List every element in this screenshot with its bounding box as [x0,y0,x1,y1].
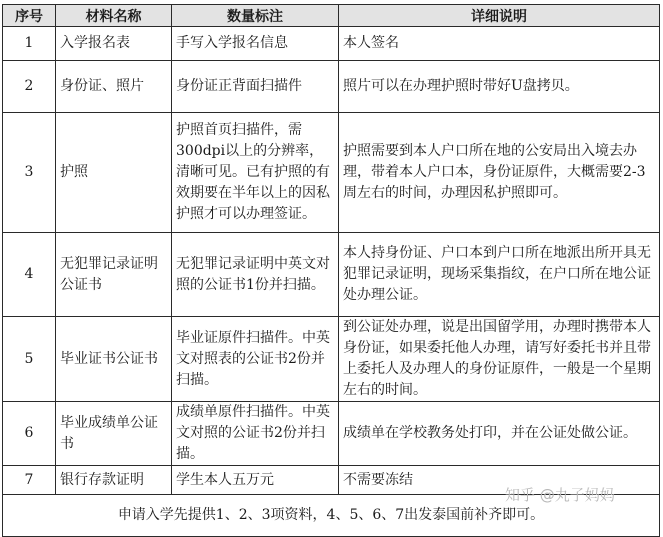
row-quantity: 手写入学报名信息 [172,27,339,61]
table-header-row [3,5,660,27]
row-material-name: 身份证、照片 [56,61,172,113]
row-index: 6 [3,402,56,466]
table-row [3,61,660,113]
row-material-name: 护照 [56,113,172,233]
row-index: 2 [3,61,56,113]
watermark: 知乎 @丸子妈妈 [505,486,615,504]
header-index: 序号 [3,5,56,27]
row-index: 7 [3,466,56,495]
row-description: 本人签名 [339,27,660,61]
materials-table [2,4,660,537]
header-quantity: 数量标注 [172,5,339,27]
row-description: 照片可以在办理护照时带好U盘拷贝。 [339,61,660,113]
row-quantity: 无犯罪记录证明中英文对照的公证书1份并扫描。 [172,233,339,317]
table-row [3,402,660,466]
table-row [3,113,660,233]
row-description: 不需要冻结 [339,466,660,495]
header-description: 详细说明 [339,5,660,27]
table-row [3,233,660,317]
row-quantity: 护照首页扫描件，需300dpi以上的分辨率，清晰可见。已有护照的有效期要在半年以上的因私护照才可以办理签证。 [172,113,339,233]
row-description: 护照需要到本人户口所在地的公安局出入境去办理，带着本人户口本，身份证原件，大概需要2-3周左右的时间，办理因私护照即可。 [339,113,660,233]
row-quantity: 成绩单原件扫描件。中英文对照的公证书2份并扫描。 [172,402,339,466]
row-material-name: 入学报名表 [56,27,172,61]
row-quantity: 毕业证原件扫描件。中英文对照表的公证书2份并扫描。 [172,317,339,402]
header-material-name: 材料名称 [56,5,172,27]
row-material-name: 无犯罪记录证明公证书 [56,233,172,317]
row-quantity: 学生本人五万元 [172,466,339,495]
row-description: 成绩单在学校教务处打印，并在公证处做公证。 [339,402,660,466]
row-index: 4 [3,233,56,317]
footer-note: 申请入学先提供1、2、3项资料，4、5、6、7出发泰国前补齐即可。 [3,495,660,537]
row-material-name: 毕业证书公证书 [56,317,172,402]
row-description: 本人持身份证、户口本到户口所在地派出所开具无犯罪记录证明，现场采集指纹，在户口所在地公证处办理公证。 [339,233,660,317]
row-index: 3 [3,113,56,233]
row-description: 到公证处办理，说是出国留学用，办理时携带本人身份证，如果委托他人办理，请写好委托书并且带上委托人及办理人的身份证原件，一般是一个星期左右的时间。 [339,317,660,402]
row-quantity: 身份证正背面扫描件 [172,61,339,113]
row-material-name: 银行存款证明 [56,466,172,495]
table-row [3,27,660,61]
row-index: 1 [3,27,56,61]
row-index: 5 [3,317,56,402]
table-row [3,317,660,402]
row-material-name: 毕业成绩单公证书 [56,402,172,466]
